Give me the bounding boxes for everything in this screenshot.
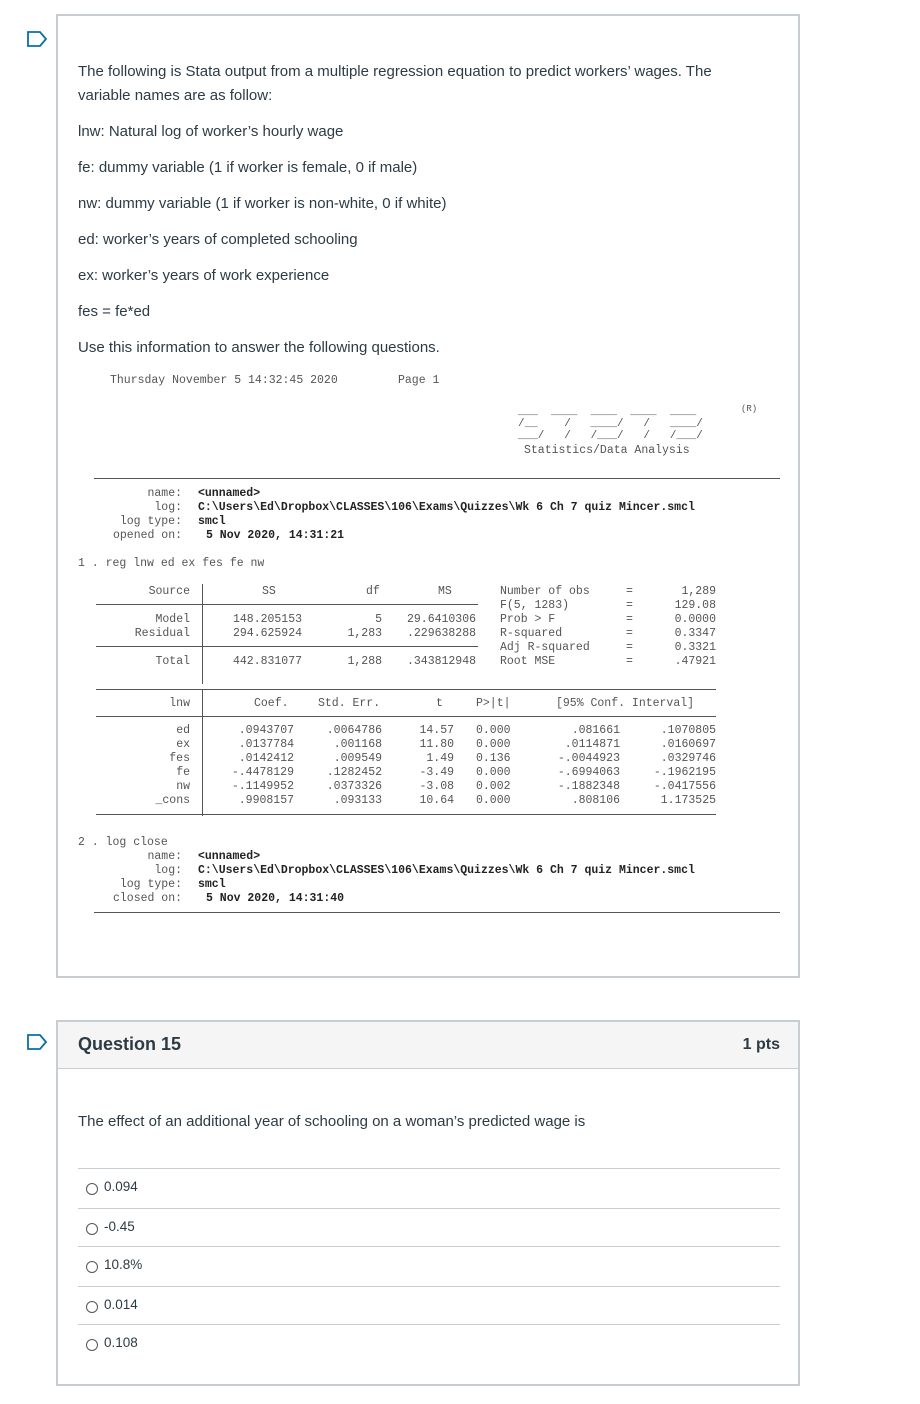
stata-page-number: Page 1 [398,374,440,387]
question-header [58,1022,798,1069]
answer-option[interactable] [78,1168,780,1207]
variable-definition-fes: fes = fe*ed [78,303,151,320]
answer-label[interactable]: 0.108 [104,1335,138,1350]
variable-definition-nw: nw: dummy variable (1 if worker is non-white, 0 if white) [78,195,447,212]
question-points: 1 pts [742,1036,780,1053]
intro-text-card: The following is Stata output from a multiple regression equation to predict workers’ wages. The variable names are as follow: lnw: Natural log of worker’s hourly wage fe: dummy variable (1 if worker is female, 0 if male) nw: dummy variable (1 if worker is non-white, 0 if white) ed: worker’s years of completed schooling ex: worker’s years of work experience fes = fe*ed Use this information to answer the following questions. Thursday November 5 14:32:45 2020 Page 1 ___ ____ ____ ____ ____ /__ / ____/ / ____/ ___/ / /___/ / /___/ (R) Statistics/Data Analysis name: <unnamed> log: C:\Users\Ed\Dropbox\CLASSES\106\Exams\Quizzes\Wk 6 Ch 7 quiz Mincer.smcl log type: smcl opened on: 5 Nov 2020, 14:31:21 1 . reg lnw ed ex fes fe nw Source SS df MS Model 148.205153 5 29.6410306 Residual 294.625924 1,283 .229638288 Total 442.831077 1,288 .343812948 Number of obs = 1,289 F(5, 1283) = 129.08 Prob > F = 0.0000 R-squared = 0.3347 Adj R-squared = 0.3321 Root MSE = .47921 lnw Coef. Std. Err. t P>|t| [95% Conf. Interval] ed .0943707 .0064786 14.57 0.000 .081661 .1070805 ex .0137784 .001168 11.80 0.000 .0114871 .0160697 fes .0142412 .009549 1.49 0.136 -.0044923 .0329746 fe -.4478129 .1282452 -3.49 0.000 -.6994063 -.1962195 nw -.1149952 .0373326 -3.08 0.002 -.1882348 -.0417556 _cons .9908157 .093133 10.64 0.000 .808106 1.173525 2 . log close name: <unnamed> log: C:\Users\Ed\Dropbox\CLASSES\106\Exams\Quizzes\Wk 6 Ch 7 quiz Mincer.smcl log type: smcl closed on: 5 Nov 2020, 14:31:40 [56,14,800,978]
variable-definition-ex: ex: worker’s years of work experience [78,267,330,284]
radio-button[interactable] [86,1301,98,1313]
radio-button[interactable] [86,1223,98,1235]
answer-option[interactable] [78,1286,780,1325]
log-path: C:\Users\Ed\Dropbox\CLASSES\106\Exams\Quizzes\Wk 6 Ch 7 quiz Mincer.smcl [198,864,695,877]
answer-label[interactable]: 10.8% [104,1257,143,1272]
stata-tagline: Statistics/Data Analysis [524,444,690,457]
answer-label[interactable]: 0.014 [104,1297,138,1312]
radio-button[interactable] [86,1261,98,1273]
flag-question-icon[interactable] [27,31,47,47]
question-card [56,1020,800,1386]
answer-label[interactable]: -0.45 [104,1219,135,1234]
variable-definition-ed: ed: worker’s years of completed schooling [78,231,358,248]
variable-definition-lnw: lnw: Natural log of worker’s hourly wage [78,123,344,140]
question-title: Question 15 [78,1034,182,1054]
answer-option[interactable] [78,1208,780,1247]
instruction-text: Use this information to answer the following questions. [78,339,440,356]
divider [94,912,780,913]
stata-command: 1 . reg lnw ed ex fes fe nw [78,557,265,570]
divider [94,478,780,479]
log-path: C:\Users\Ed\Dropbox\CLASSES\106\Exams\Quizzes\Wk 6 Ch 7 quiz Mincer.smcl [198,501,695,514]
stata-command: 2 . log close [78,836,168,849]
answer-option[interactable] [78,1324,780,1363]
question-prompt: The effect of an additional year of schooling on a woman’s predicted wage is [78,1113,586,1130]
answer-option[interactable] [78,1246,780,1285]
radio-button[interactable] [86,1339,98,1351]
variable-definition-fe: fe: dummy variable (1 if worker is female, 0 if male) [78,159,418,176]
answer-label[interactable]: 0.094 [104,1179,138,1194]
intro-paragraph: The following is Stata output from a multiple regression equation to predict workers’ wages. The variable names are as follow: [78,63,712,104]
radio-button[interactable] [86,1183,98,1195]
flag-question-icon[interactable] [27,1034,47,1050]
stata-header-date: Thursday November 5 14:32:45 2020 [110,374,338,387]
